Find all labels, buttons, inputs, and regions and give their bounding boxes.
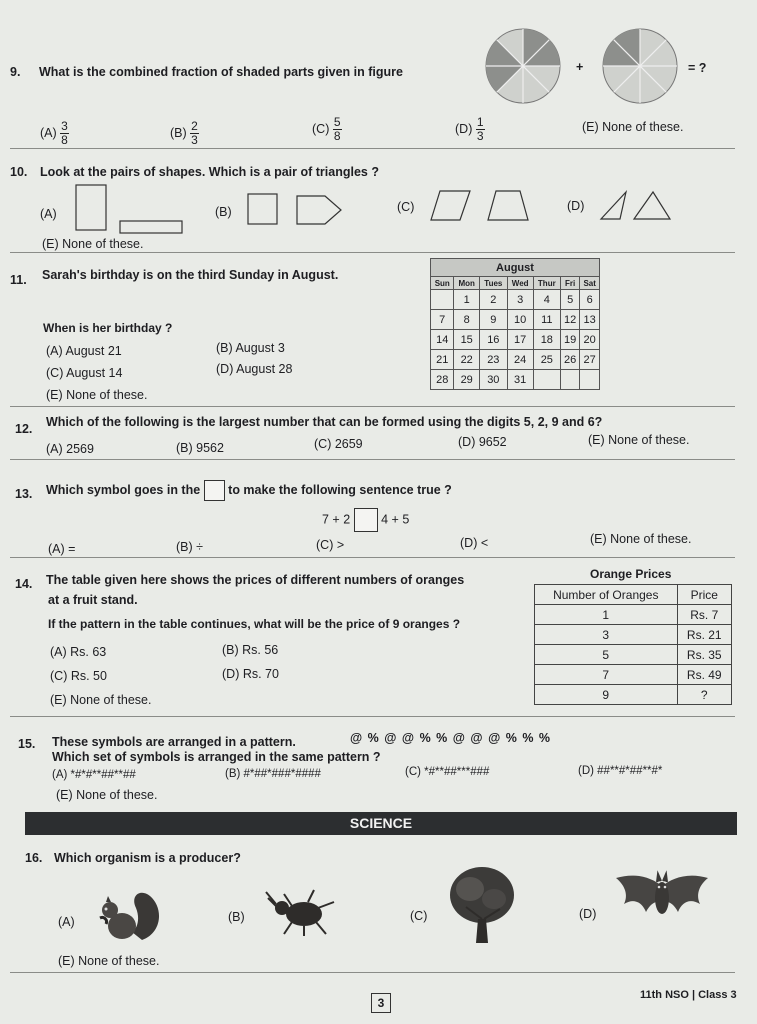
q15-option-e[interactable]: (E) None of these.	[56, 788, 158, 802]
calendar-cell: 24	[507, 350, 533, 370]
calendar-cell: 11	[533, 310, 560, 330]
q16-question: Which organism is a producer?	[54, 851, 241, 865]
calendar-cell: 20	[580, 330, 600, 350]
q13-option-c[interactable]: (C) >	[316, 538, 345, 552]
trapezium-shape	[488, 191, 528, 220]
calendar-cell: 28	[431, 370, 454, 390]
q11-question: Sarah's birthday is on the third Sunday in August.	[42, 268, 339, 282]
q15-question: These symbols are arranged in a pattern.	[52, 735, 296, 749]
q10-option-c-shapes	[428, 188, 533, 224]
calendar-day-header: Sat	[580, 277, 600, 290]
triangle-shape	[634, 192, 670, 219]
q13-text-after: to make the following sentence true ?	[228, 482, 452, 497]
q9-option-c[interactable]	[312, 116, 342, 143]
calendar-cell: 6	[580, 290, 600, 310]
q13-left-expression: 7 + 2	[322, 512, 351, 527]
divider	[10, 557, 735, 558]
squirrel-icon	[92, 888, 162, 946]
q16-option-c-label[interactable]: (C)	[410, 909, 428, 923]
q14-option-b[interactable]: (B) Rs. 56	[222, 643, 279, 657]
orange-prices-table	[534, 584, 732, 705]
square-shape	[248, 194, 277, 224]
q13-blank-box	[354, 508, 378, 532]
calendar-cell: 5	[561, 290, 580, 310]
q14-question-line1: The table given here shows the prices of different numbers of oranges	[46, 573, 465, 587]
q13-expression	[322, 508, 409, 532]
table-row	[535, 685, 732, 705]
calendar-cell: 10	[507, 310, 533, 330]
calendar-cell: 29	[454, 370, 479, 390]
q15-option-b[interactable]: (B) #*##*###*####	[225, 768, 321, 780]
calendar-cell: 7	[431, 310, 454, 330]
q16-number: 16.	[25, 851, 43, 865]
calendar-day-header: Tues	[479, 277, 507, 290]
q11-subquestion: When is her birthday ?	[43, 321, 173, 335]
calendar-cell	[431, 290, 454, 310]
q9-option-b[interactable]	[170, 120, 199, 147]
q9-option-a-fraction	[60, 120, 69, 147]
calendar-day-header: Wed	[507, 277, 533, 290]
table-header: Price	[677, 585, 731, 605]
calendar-cell	[580, 370, 600, 390]
q9-option-e[interactable]: (E) None of these.	[582, 120, 684, 134]
q12-question: Which of the following is the largest number that can be formed using the digits 5, 2, 9 and 6?	[46, 415, 603, 429]
q11-number: 11.	[10, 273, 27, 287]
q12-option-e[interactable]: (E) None of these.	[588, 433, 690, 447]
beetle-icon	[262, 886, 342, 938]
q12-option-b[interactable]: (B) 9562	[176, 441, 224, 455]
q16-option-b-label[interactable]: (B)	[228, 910, 245, 924]
calendar-cell: 26	[561, 350, 580, 370]
q9-option-b-fraction	[190, 120, 199, 147]
bat-icon	[612, 868, 712, 930]
calendar-cell: 2	[479, 290, 507, 310]
calendar-cell: 16	[479, 330, 507, 350]
q9-question: What is the combined fraction of shaded parts given in figure	[39, 65, 403, 79]
q14-option-d[interactable]: (D) Rs. 70	[222, 667, 279, 681]
fraction-denominator: 8	[333, 129, 341, 143]
calendar-day-header: Sun	[431, 277, 454, 290]
q9-option-b-label: (B)	[170, 125, 187, 140]
table-cell: 5	[535, 645, 678, 665]
calendar-day-header: Mon	[454, 277, 479, 290]
calendar-cell: 27	[580, 350, 600, 370]
science-section-banner: SCIENCE	[25, 812, 737, 835]
q15-pattern: @ % @ @ % % @ @ @ % % %	[350, 731, 552, 745]
fraction-numerator: 5	[333, 115, 341, 129]
table-cell: 1	[535, 605, 678, 625]
calendar-cell: 3	[507, 290, 533, 310]
footer-title: 11th NSO | Class 3	[640, 989, 737, 1001]
calendar-cell	[561, 370, 580, 390]
q9-number: 9.	[10, 65, 21, 79]
calendar-cell: 23	[479, 350, 507, 370]
divider	[10, 972, 735, 973]
q16-option-e[interactable]: (E) None of these.	[58, 954, 160, 968]
table-cell: 3	[535, 625, 678, 645]
q11-option-a[interactable]: (A) August 21	[46, 344, 122, 358]
divider	[10, 459, 735, 460]
q10-option-b-shapes	[245, 190, 345, 230]
q15-option-c[interactable]: (C) *#**##***###	[405, 766, 490, 778]
q14-question-line2: at a fruit stand.	[48, 593, 138, 607]
calendar-cell: 31	[507, 370, 533, 390]
q11-option-b[interactable]: (B) August 3	[216, 341, 285, 355]
calendar-cell: 22	[454, 350, 479, 370]
q13-option-d[interactable]: (D) <	[460, 536, 489, 550]
q11-option-c[interactable]: (C) August 14	[46, 366, 123, 380]
rectangle-shape	[120, 221, 182, 233]
q13-text-before: Which symbol goes in the	[46, 482, 201, 497]
q12-number: 12.	[15, 422, 33, 436]
table-cell: Rs. 49	[677, 665, 731, 685]
table-row	[535, 645, 732, 665]
calendar-cell: 21	[431, 350, 454, 370]
q15-number: 15.	[18, 737, 36, 751]
q16-option-a-label[interactable]: (A)	[58, 915, 75, 929]
q9-option-a[interactable]	[40, 120, 69, 147]
q9-option-c-label: (C)	[312, 121, 330, 136]
q10-question: Look at the pairs of shapes. Which is a pair of triangles ?	[40, 165, 379, 179]
table-row	[535, 665, 732, 685]
fraction-numerator: 2	[191, 119, 198, 133]
q10-option-c-label[interactable]: (C)	[397, 200, 415, 214]
calendar-cell: 8	[454, 310, 479, 330]
q13-number: 13.	[15, 487, 33, 501]
q13-option-e[interactable]: (E) None of these.	[590, 532, 692, 546]
q12-option-a[interactable]: (A) 2569	[46, 442, 94, 456]
calendar-cell: 17	[507, 330, 533, 350]
triangle-shape	[601, 192, 626, 219]
table-cell: Rs. 7	[677, 605, 731, 625]
q14-number: 14.	[15, 577, 33, 591]
august-calendar	[430, 258, 600, 390]
tree-icon	[446, 863, 518, 945]
q14-option-a[interactable]: (A) Rs. 63	[50, 645, 107, 659]
q13-right-expression: 4 + 5	[381, 512, 410, 527]
q9-option-c-fraction	[333, 116, 342, 143]
calendar-cell: 25	[533, 350, 560, 370]
q15-option-a[interactable]: (A) *#*#**##**##	[52, 769, 136, 781]
calendar-month: August	[431, 259, 600, 277]
fraction-denominator: 8	[61, 133, 68, 147]
fraction-denominator: 3	[476, 129, 484, 143]
q10-option-a-label[interactable]: (A)	[40, 207, 57, 221]
calendar-cell	[533, 370, 560, 390]
q10-option-a-shapes	[70, 183, 190, 235]
calendar-cell: 15	[454, 330, 479, 350]
page-number: 3	[371, 993, 391, 1013]
rectangle-shape	[76, 185, 106, 230]
q9-option-d-fraction	[476, 116, 485, 143]
q10-option-e[interactable]: (E) None of these.	[42, 237, 144, 251]
q10-number: 10.	[10, 165, 28, 179]
table-cell: 7	[535, 665, 678, 685]
q9-option-d-label: (D)	[455, 121, 473, 136]
table-cell: Rs. 21	[677, 625, 731, 645]
q14-subquestion: If the pattern in the table continues, what will be the price of 9 oranges ?	[48, 617, 461, 631]
calendar-cell: 30	[479, 370, 507, 390]
q13-option-b[interactable]: (B) ÷	[176, 540, 203, 554]
divider	[10, 406, 735, 407]
calendar-day-header: Fri	[561, 277, 580, 290]
calendar-cell: 4	[533, 290, 560, 310]
q15-option-d[interactable]: (D) ##**#*##**#*	[578, 765, 663, 777]
q14-option-c[interactable]: (C) Rs. 50	[50, 669, 107, 683]
table-cell: 9	[535, 685, 678, 705]
divider	[10, 252, 735, 253]
calendar-day-header: Thur	[533, 277, 560, 290]
q10-option-d-shapes	[598, 190, 674, 222]
q10-option-b-label[interactable]: (B)	[215, 205, 232, 219]
q9-option-d[interactable]	[455, 116, 485, 143]
q9-pie-right	[600, 27, 680, 105]
q12-option-c[interactable]: (C) 2659	[314, 437, 363, 451]
q16-option-d-label[interactable]: (D)	[579, 907, 597, 921]
table-row	[535, 605, 732, 625]
table-cell: ?	[677, 685, 731, 705]
fraction-denominator: 3	[191, 133, 198, 147]
q9-plus: +	[576, 60, 584, 74]
parallelogram-shape	[431, 191, 470, 220]
calendar-cell: 19	[561, 330, 580, 350]
calendar-cell: 1	[454, 290, 479, 310]
calendar-cell: 9	[479, 310, 507, 330]
q11-option-d[interactable]: (D) August 28	[216, 362, 293, 376]
divider	[10, 716, 735, 717]
calendar-cell: 13	[580, 310, 600, 330]
q10-option-d-label[interactable]: (D)	[567, 199, 585, 213]
q15-subquestion: Which set of symbols is arranged in the same pattern ?	[52, 750, 381, 764]
q9-pie-left	[483, 27, 563, 105]
table-cell: Rs. 35	[677, 645, 731, 665]
fraction-numerator: 1	[476, 115, 484, 129]
q13-option-a[interactable]: (A) =	[48, 542, 76, 556]
q9-option-a-label: (A)	[40, 125, 57, 140]
calendar-cell: 14	[431, 330, 454, 350]
q13-blank-box	[204, 480, 225, 501]
fraction-numerator: 3	[61, 119, 68, 133]
calendar-cell: 18	[533, 330, 560, 350]
q9-equals: = ?	[688, 61, 707, 75]
calendar-cell: 12	[561, 310, 580, 330]
table-row	[535, 625, 732, 645]
q13-question	[46, 480, 452, 501]
table-header: Number of Oranges	[535, 585, 678, 605]
q11-option-e[interactable]: (E) None of these.	[46, 388, 148, 402]
q14-option-e[interactable]: (E) None of these.	[50, 693, 152, 707]
q12-option-d[interactable]: (D) 9652	[458, 435, 507, 449]
divider	[10, 148, 735, 149]
orange-prices-title: Orange Prices	[590, 567, 672, 581]
pentagon-shape	[297, 196, 341, 224]
